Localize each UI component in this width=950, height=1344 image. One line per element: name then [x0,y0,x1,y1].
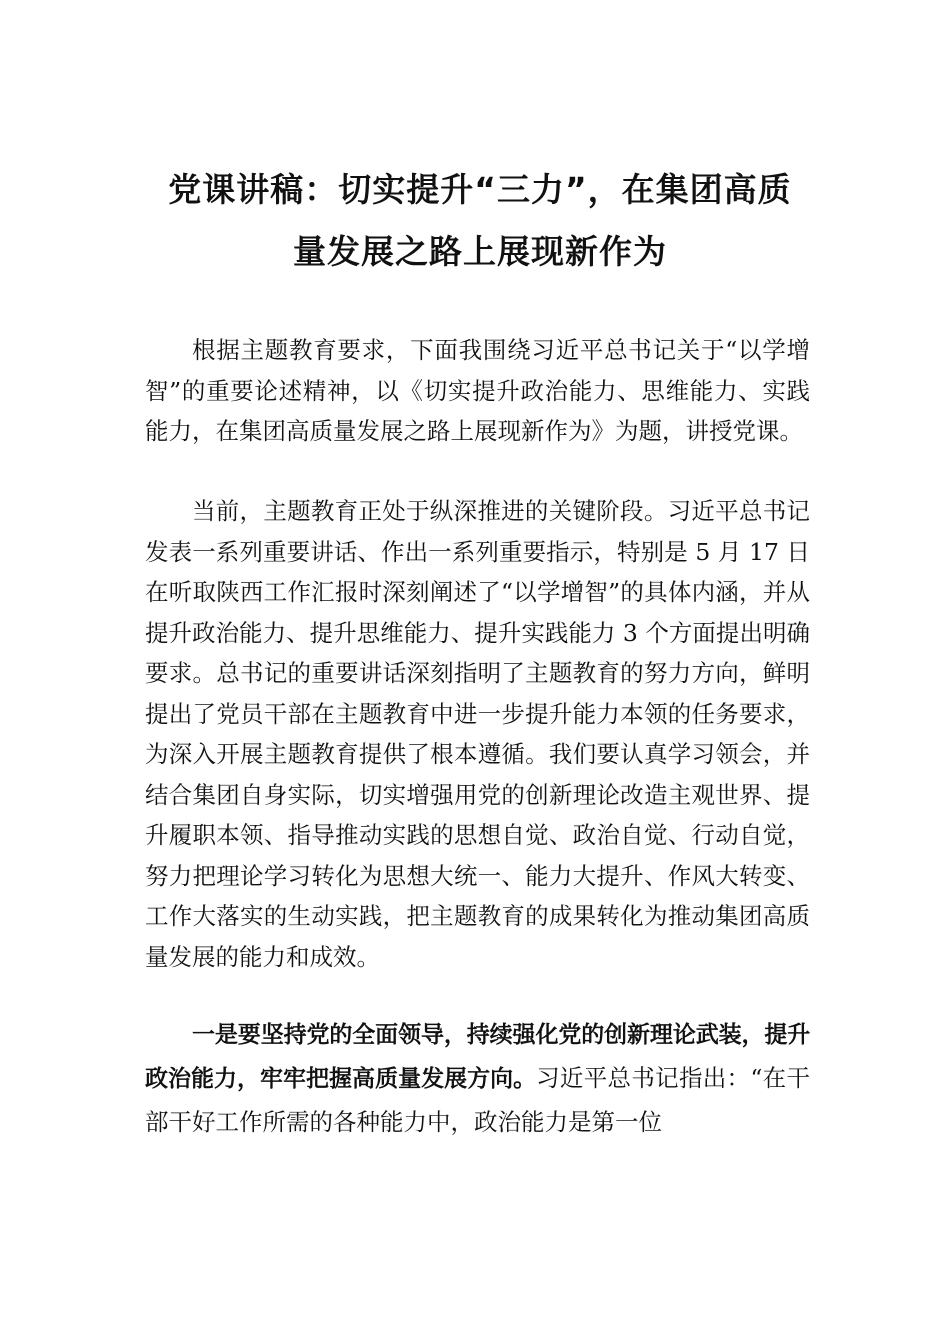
paragraph-point-one [145,1013,810,1144]
document-title-line-1: 党课讲稿：切实提升“三力”，在集团高质 [168,170,792,209]
paragraph-point-one-text: 习近平总书记指出：“在干部干好工作所需的各种能力中，政治能力是第一位 [145,1064,810,1136]
document-title-line-2: 量发展之路上展现新作为 [293,232,667,271]
paragraph-point-one-lead: 一是要坚持党的全面领导，持续强化党的创新理论武装，提升政治能力，牢牢把握高质量发展方向。 [145,1022,810,1092]
paragraph-context: 当前，主题教育正处于纵深推进的关键阶段。习近平总书记发表一系列重要讲话、作出一系列重要指示，特别是 5 月 17 日在听取陕西工作汇报时深刻阐述了“以学增智”的具体内涵，并从提升政治能力、提升思维能力、提升实践能力 3 个方面提出明确要求。总书记的重要讲话深刻指明了主题教育的努力方向，鲜明提出了党员干部在主题教育中进一步提升能力本领的任务要求，为深入开展主题教育提供了根本遵循。我们要认真学习领会，并结合集团自身实际，切实增强用党的创新理论改造主观世界、提升履职本领、指导推动实践的思想自觉、政治自觉、行动自觉，努力把理论学习转化为思想大统一、能力大提升、作风大转变、工作大落实的生动实践，把主题教育的成果转化为推动集团高质量发展的能力和成效。 [145,497,810,971]
paragraph-intro: 根据主题教育要求，下面我围绕习近平总书记关于“以学增智”的重要论述精神，以《切实提升政治能力、思维能力、实践能力，在集团高质量发展之路上展现新作为》为题，讲授党课。 [145,336,810,445]
